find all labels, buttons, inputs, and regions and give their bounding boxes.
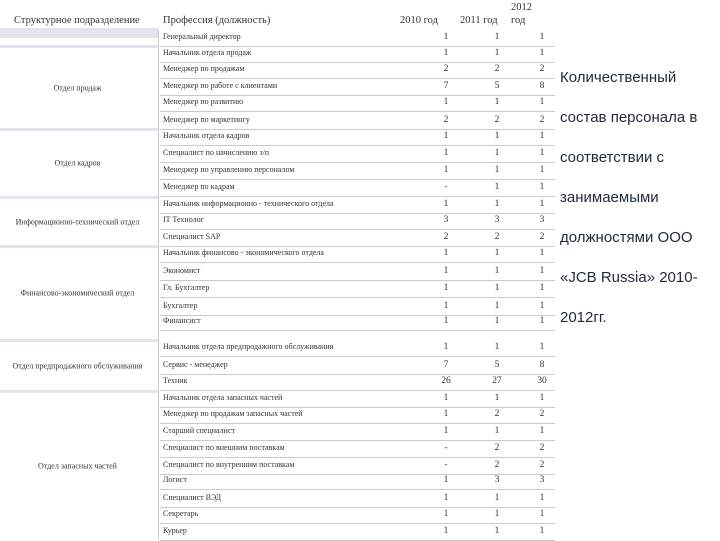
count-2011: 1 [494,301,500,311]
count-2011: 3 [494,215,500,225]
profession-cell: Начальник информационно - технического отдела [163,199,334,208]
count-2011: 2 [494,115,500,125]
profession-cell: Начальник отдела запасных частей [163,393,283,402]
department-divider [0,339,158,342]
count-2010: 1 [443,509,449,519]
department-divider [0,196,158,199]
count-2010: 1 [443,316,449,326]
column-divider [158,30,159,540]
count-2010: 1 [443,342,449,352]
row-divider [160,489,555,490]
caption-line: соответствии с [560,149,665,166]
count-2011: 1 [494,148,500,158]
count-2010: 2 [443,115,449,125]
row-divider [160,262,555,263]
count-2012: 1 [539,316,545,326]
caption-line: должностями ООО [560,229,693,246]
profession-cell: Специалист по начислению з/п [163,148,270,157]
count-2012: 1 [539,283,545,293]
row-divider [160,356,555,357]
profession-cell: Финансист [163,316,201,325]
count-2012: 1 [539,526,545,536]
profession-cell: Техник [163,376,188,385]
count-2011: 2 [494,64,500,74]
caption-line: занимаемыми [560,189,659,206]
count-2010: 1 [443,493,449,503]
count-2012: 1 [539,266,545,276]
count-2010: 1 [443,526,449,536]
profession-cell: Генеральный директор [163,32,241,41]
profession-cell: Менеджер по управлению персоналом [163,165,295,174]
count-2010: 1 [443,199,449,209]
count-2012: 2 [539,115,545,125]
count-2011: 1 [494,165,500,175]
count-2011: 2 [494,409,500,419]
count-2010: 1 [443,48,449,58]
profession-cell: Специалист SAP [163,232,221,241]
count-2011: 1 [494,48,500,58]
profession-cell: Гл. Бухгалтер [163,283,210,292]
count-2010: 1 [443,148,449,158]
department-cell [0,391,155,540]
department-cell [0,340,155,391]
count-2012: 1 [539,509,545,519]
profession-cell: Старший специалист [163,426,235,435]
slide-caption [560,58,718,338]
count-2010: 1 [443,301,449,311]
count-2011: 1 [494,283,500,293]
count-2010: 1 [443,165,449,175]
count-2012: 1 [539,199,545,209]
count-2011: 2 [494,232,500,242]
department-name: Информационно-технический отдел [15,217,140,226]
count-2011: 5 [494,360,500,370]
count-2012: 1 [539,426,545,436]
count-2011: 1 [494,248,500,258]
profession-cell: Курьер [163,526,187,535]
count-2010: 1 [443,409,449,419]
count-2012: 2 [539,443,545,453]
count-2010: - [444,443,448,453]
profession-cell: Начальник отдела продаж [163,48,252,57]
count-2012: 2 [539,460,545,470]
count-2012: 30 [537,376,547,386]
count-2012: 1 [539,393,545,403]
profession-cell: Секретарь [163,509,199,518]
row-divider [160,297,555,298]
profession-cell: Менеджер по продажам запасных частей [163,409,303,418]
count-2010: 1 [443,266,449,276]
count-2011: 1 [494,493,500,503]
caption-line: 2012гг. [560,309,607,326]
profession-cell: Менеджер по маркетингу [163,115,250,124]
count-2012: 2 [539,232,545,242]
department-divider [0,245,158,248]
count-2011: 27 [492,376,502,386]
count-2012: 2 [539,409,545,419]
department-name: Отдел кадров [54,158,101,168]
department-cell [0,197,155,246]
count-2010: 1 [443,97,449,107]
profession-cell: Начальник отдела кадров [163,131,250,140]
count-2012: 3 [539,215,545,225]
count-2012: 1 [539,342,545,352]
department-divider [0,45,158,48]
count-2011: 1 [494,316,500,326]
count-2012: 2 [539,64,545,74]
profession-cell: Менеджер по продажам [163,64,245,73]
count-2012: 1 [539,148,545,158]
count-2012: 1 [539,131,545,141]
count-2012: 1 [539,493,545,503]
count-2010: 1 [443,248,449,258]
caption-line: «JCB Russia» 2010- [560,269,698,286]
count-2011: 1 [494,509,500,519]
caption-line: Количественный [560,69,677,86]
department-cell [0,129,155,197]
profession-cell: IT Технолог [163,215,204,224]
count-2010: - [444,182,448,192]
count-2012: 1 [539,248,545,258]
count-2010: 26 [441,376,451,386]
department-cell [0,46,155,129]
count-2012: 8 [539,360,545,370]
profession-cell: Специалист ВЭД [163,493,222,502]
count-2012: 1 [539,32,545,42]
department-name: Отдел продаж [53,83,102,92]
count-2011: 1 [494,131,500,141]
profession-cell: Начальник отдела предпродажного обслуживания [163,342,334,351]
count-2010: - [444,460,448,470]
count-2012: 1 [539,97,545,107]
count-2010: 1 [443,131,449,141]
header-2010: 2010 год [400,15,438,26]
count-2012: 1 [539,48,545,58]
profession-cell: Сервис - менеджер [163,360,228,369]
header-profession: Профессия (должность) [163,15,271,26]
row-divider [160,330,555,331]
count-2010: 1 [443,32,449,42]
count-2012: 1 [539,301,545,311]
count-2010: 1 [443,283,449,293]
department-name: Отдел предпродажного обслуживания [12,361,143,370]
count-2011: 2 [494,443,500,453]
department-name: Отдел запасных частей [38,461,117,470]
count-2010: 2 [443,64,449,74]
count-2011: 1 [494,526,500,536]
profession-cell: Менеджер по кадрам [163,182,235,191]
count-2010: 7 [443,360,449,370]
count-2011: 1 [494,182,500,192]
count-2011: 2 [494,460,500,470]
count-2011: 1 [494,393,500,403]
count-2011: 3 [494,475,500,485]
count-2011: 1 [494,199,500,209]
count-2011: 1 [494,426,500,436]
profession-cell: Бухгалтер [163,301,198,310]
profession-cell: Экономист [163,266,201,275]
profession-cell: Начальник финансово - экономического отдела [163,248,324,257]
department-divider [0,128,158,131]
profession-cell: Специалист по внешним поставкам [163,443,285,452]
header-2011: 2011 год [460,15,498,26]
count-2012: 1 [539,182,545,192]
profession-cell: Менеджер по развитию [163,97,244,106]
count-2011: 1 [494,32,500,42]
count-2010: 1 [443,426,449,436]
count-2010: 3 [443,215,449,225]
count-2010: 2 [443,232,449,242]
count-2010: 1 [443,475,449,485]
profession-cell: Логист [163,475,187,484]
department-cell [0,246,155,340]
caption-line: состав персонала в [560,109,698,126]
count-2012: 1 [539,165,545,175]
profession-cell: Специалист по внутренним поставкам [163,460,295,469]
count-2012: 3 [539,475,545,485]
count-2012: 8 [539,81,545,91]
count-2010: 7 [443,81,449,91]
count-2011: 1 [494,266,500,276]
department-name: Финансово-экономический отдел [20,288,135,298]
count-2011: 5 [494,81,500,91]
count-2011: 1 [494,97,500,107]
header-2012-top: 2012 [511,2,532,13]
header-2012-bottom: год [511,15,526,26]
row-divider [160,111,555,112]
profession-cell: Менеджер по работе с клиентами [163,81,278,90]
count-2011: 1 [494,342,500,352]
header-unit: Структурное подразделение [14,15,140,26]
department-divider [0,390,158,393]
count-2010: 1 [443,393,449,403]
